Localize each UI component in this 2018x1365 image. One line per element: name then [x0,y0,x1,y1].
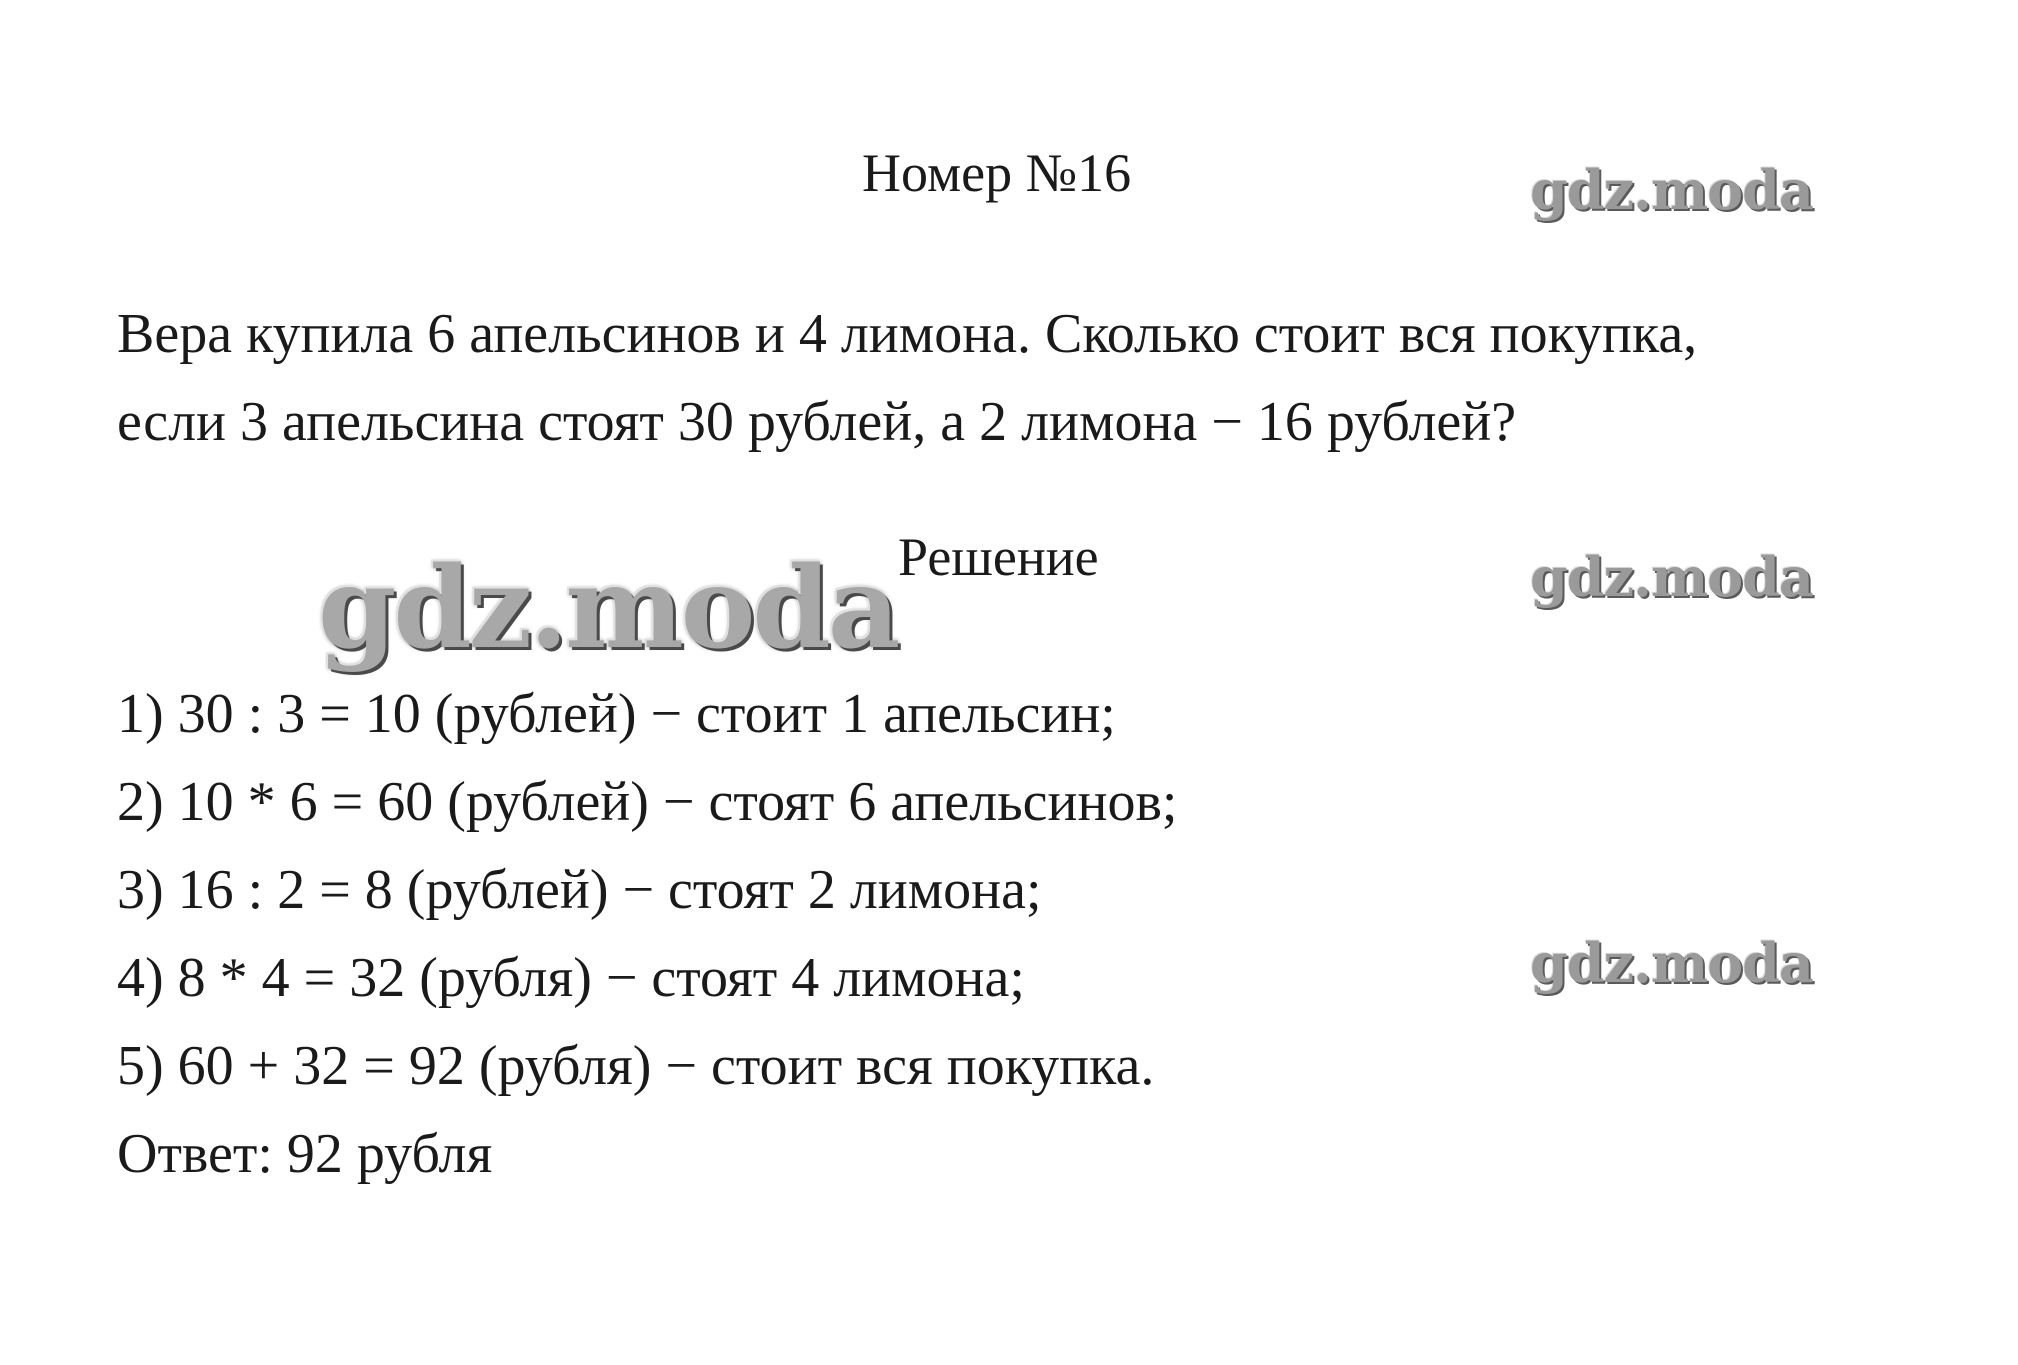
watermark-logo: gdz.moda [1530,931,1813,995]
solution-step: 2) 10 * 6 = 60 (рублей) − стоят 6 апельсинов; [117,771,1178,833]
problem-line: Вера купила 6 апельсинов и 4 лимона. Сколько стоит вся покупка, [117,303,1698,365]
page-title: Номер №16 [862,143,1132,203]
solution-steps [117,670,1177,1110]
solution-step: 1) 30 : 3 = 10 (рублей) − стоит 1 апельсин; [117,683,1116,745]
solution-heading: Решение [898,527,1099,587]
solution-step: 4) 8 * 4 = 32 (рубля) − стоят 4 лимона; [117,947,1025,1009]
solution-step: 3) 16 : 2 = 8 (рублей) − стоят 2 лимона; [117,859,1042,921]
watermark-logo: gdz.moda [1530,158,1813,222]
watermark-logo: gdz.moda [318,543,898,674]
answer: Ответ: 92 рубля [117,1123,493,1185]
problem-statement [117,290,1697,466]
solution-step: 5) 60 + 32 = 92 (рубля) − стоит вся покупка. [117,1035,1155,1097]
watermark-logo: gdz.moda [1530,545,1813,609]
problem-line: если 3 апельсина стоят 30 рублей, а 2 лимона − 16 рублей? [117,391,1517,453]
